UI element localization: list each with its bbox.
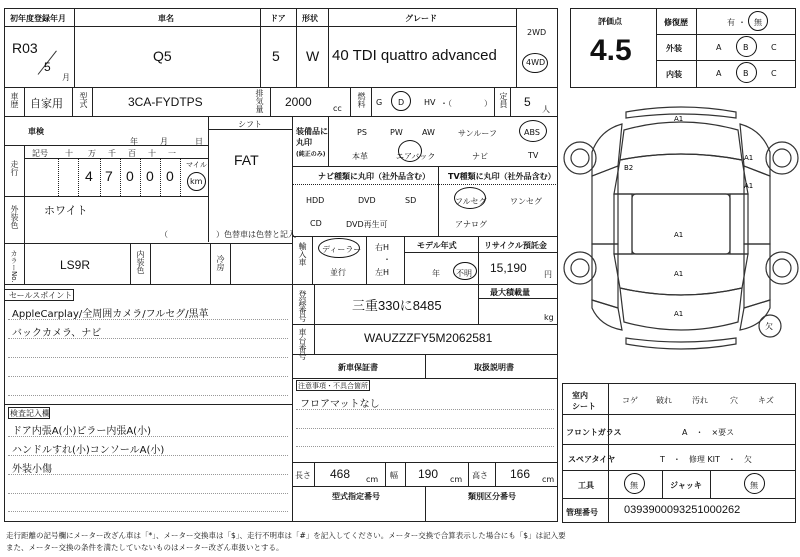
car-name: Q5 [153, 48, 172, 64]
inspector-line-2: ハンドルすれ(小)コンソールA(小) [12, 445, 165, 456]
interior-color-label: 内装色 [136, 250, 145, 274]
door-count: 5 [272, 48, 280, 64]
jack-value: 無 [750, 481, 758, 490]
fuel-d: D [398, 98, 405, 107]
month-unit: 月 [62, 73, 70, 82]
repair-dot: ・ [738, 18, 746, 27]
color-note: （ ）色替車は色替と記入 [160, 230, 296, 239]
grade-label: グレード [405, 14, 437, 23]
chassis-value: WAUZZZFY5M2062581 [364, 331, 493, 345]
km-label: km [190, 177, 203, 186]
first-reg-value: R03 [12, 40, 38, 56]
load-label: 最大積載量 [490, 288, 530, 297]
mgmt-label: 管理番号 [566, 508, 598, 517]
navi-hdd: HDD [306, 196, 325, 205]
insp-year: 年 [130, 137, 138, 146]
navi-cd: CD [310, 219, 322, 228]
navi-type-label: ナビ種類に丸印（社外品含む） [318, 172, 430, 181]
capacity-value: 5 [524, 95, 531, 109]
model-year-label: モデル年式 [417, 241, 457, 250]
color-value: ホワイト [44, 205, 88, 217]
tv-analog: アナログ [455, 220, 487, 229]
import-dealer: ディーラー [322, 245, 362, 254]
tools-value: 無 [630, 481, 638, 490]
steer-dot: ・ [383, 255, 391, 264]
mileage-digit-5: 0 [166, 168, 174, 184]
height-label: 高さ [472, 471, 488, 480]
model-year-unit: 年 [432, 269, 440, 278]
length-cm: cm [366, 475, 379, 484]
shift-value: FAT [234, 152, 259, 168]
mileage-label: 走行 [10, 160, 19, 176]
model-value: 3CA-FYDTPS [128, 95, 203, 109]
equipment-label: 装備品に 丸印 (純正のみ) [296, 127, 328, 158]
equip-sunroof: サンルーフ [458, 129, 497, 138]
diagram-mark-b2: B2 [624, 164, 634, 172]
width-cm: cm [450, 475, 463, 484]
fuel-g: G [376, 98, 383, 107]
drive-2wd: 2WD [527, 28, 547, 37]
color-label: 外装色 [10, 205, 19, 229]
seat-label: 室内 シート [572, 391, 596, 411]
footer-line-2: また、メーター交換の条件を満たしていないものはメーター改ざん車扱いとする。 [6, 543, 284, 552]
reg-value: 三重330に8485 [352, 298, 442, 313]
equip-tv: TV [528, 151, 539, 160]
equip-ps: PS [357, 128, 367, 137]
glass-options: A ・ ×要ス [682, 428, 735, 437]
digit-label-5: 十 [148, 149, 156, 158]
drive-4wd: 4WD [526, 58, 546, 67]
int-a: A [716, 69, 722, 78]
exterior-label: 外装 [666, 44, 682, 53]
digit-label-1: 十 [65, 149, 73, 158]
fridge-label: 冷房 [216, 255, 225, 271]
import-label: 輸入車 [298, 242, 307, 266]
capacity-label: 定員 [499, 92, 508, 108]
tv-fullseg: フルセグ [455, 197, 487, 206]
tools-label: 工具 [578, 481, 594, 490]
sales-point-label: セールスポイント [9, 291, 73, 300]
reg-label: 登録番号 [298, 290, 307, 322]
model-year-unknown: 不明 [456, 269, 472, 278]
mgmt-value: 0393900093251000262 [624, 504, 741, 516]
class-no-label: 類別区分番号 [468, 492, 516, 501]
jack-label: ジャッキ [670, 481, 702, 490]
shape-label: 形状 [302, 14, 318, 23]
interior-label: 内装 [666, 70, 682, 79]
notes-value: フロアマットなし [300, 399, 380, 410]
usage-label: 車歴 [10, 92, 19, 108]
navi-dvd: DVD [358, 196, 376, 205]
tv-oneseg: ワンセグ [510, 197, 542, 206]
notes-label: 注意事項・不具合箇所 [298, 382, 368, 390]
diagram-missing: 欠 [765, 322, 773, 331]
car-diagram [562, 104, 800, 376]
model-label: 型式 [79, 92, 88, 108]
type-no-label: 型式指定番号 [332, 492, 380, 501]
displacement-value: 2000 [285, 95, 312, 109]
insp-day: 日 [195, 137, 203, 146]
usage-value: 自家用 [30, 98, 63, 110]
digit-label-3: 千 [108, 149, 116, 158]
spare-label: スペアタイヤ [568, 455, 616, 464]
diagram-mark-a1-bot: A1 [674, 270, 684, 278]
insp-month: 月 [160, 137, 168, 146]
manual-label: 取扱説明書 [474, 363, 514, 372]
spare-options: T ・ 修理 KIT ・ 欠 [660, 455, 752, 464]
ext-c: C [771, 43, 777, 52]
ext-b: B [743, 43, 749, 52]
inspector-line-1: ドア内張A(小)ピラー内張A(小) [12, 426, 151, 437]
yen-unit: 円 [544, 270, 552, 279]
fuel-other: ・（ ） [440, 99, 492, 108]
equip-airbag: エアバック [396, 152, 436, 161]
shift-label: シフト [238, 120, 262, 129]
recycle-label: リサイクル預託金 [484, 241, 547, 250]
score-label: 評価点 [598, 17, 622, 26]
height-cm: cm [542, 475, 555, 484]
sales-line-1: AppleCarplay/全周囲カメラ/フルセグ/黒革 [12, 309, 209, 320]
inspector-label: 検査記入欄 [10, 409, 50, 418]
length-label: 長さ [295, 471, 311, 480]
seat-opt-scratch: キズ [758, 396, 774, 405]
equip-pw: PW [390, 128, 403, 137]
width-label: 幅 [390, 471, 398, 480]
import-parallel: 並行 [330, 268, 346, 277]
equip-navi: ナビ [472, 152, 488, 161]
seat-opt-tear: 破れ [656, 396, 672, 405]
mile-label: マイル [186, 161, 207, 169]
mileage-digit-2: 7 [105, 168, 113, 184]
diagram-mark-a1-top: A1 [674, 115, 684, 123]
door-label: ドア [270, 14, 286, 23]
seat-opt-burn: コゲ [622, 396, 638, 405]
sales-line-2: バックカメラ、ナビ [12, 328, 102, 339]
person-unit: 人 [542, 105, 550, 114]
digit-label-2: 万 [88, 149, 96, 158]
repair-label: 修復歴 [664, 18, 688, 27]
repair-yes: 有 [727, 18, 735, 27]
car-name-label: 車名 [158, 14, 174, 23]
tv-type-label: TV種類に丸印（社外品含む） [448, 172, 556, 181]
chassis-label: 車台番号 [298, 328, 307, 360]
fuel-label: 燃料 [357, 92, 366, 108]
ext-a: A [716, 43, 722, 52]
diagram-mark-a1-ur: A1 [744, 154, 754, 162]
length-value: 468 [330, 467, 351, 481]
displacement-label: 排気量 [255, 89, 264, 113]
warranty-label: 新車保証書 [338, 363, 378, 372]
grade-value: 40 TDI quattro advanced [332, 47, 497, 64]
steer-left: 左H [375, 268, 390, 277]
diagram-mark-a1-rear: A1 [674, 310, 684, 318]
digit-label-6: 一 [168, 149, 176, 158]
fuel-hv: HV [424, 98, 436, 107]
equip-abs: ABS [524, 128, 540, 137]
color-no-value: LS9R [60, 258, 91, 272]
color-no-label: カラーNo. [10, 250, 18, 283]
first-reg-month: 5 [44, 60, 51, 74]
equip-leather: 本革 [352, 152, 368, 161]
diagram-mark-a1-mid: A1 [674, 231, 684, 239]
inspection-label: 車検 [28, 127, 44, 136]
mileage-digit-3: 0 [126, 168, 134, 184]
cc-unit: cc [333, 104, 342, 113]
first-reg-label: 初年度登録年月 [10, 14, 66, 23]
digit-label-4: 百 [128, 149, 136, 158]
width-value: 190 [418, 467, 439, 481]
footer-line-1: 走行距離の記号欄にメーター改ざん車は「*」、メーター交換車は「$」、走行不明車は「#」を記入してください。メーター交換で合算表示した場合にも「$」は記入要 [6, 531, 566, 540]
height-value: 166 [510, 467, 531, 481]
repair-no: 無 [754, 18, 762, 27]
steer-right: 右H [375, 243, 390, 252]
score-value: 4.5 [590, 34, 632, 67]
seat-opt-dirt: 汚れ [692, 396, 708, 405]
int-b: B [743, 69, 749, 78]
int-c: C [771, 69, 777, 78]
kg-unit: kg [544, 313, 554, 322]
glass-label: フロントガラス [566, 428, 622, 437]
body-shape: W [306, 48, 320, 64]
equip-aw: AW [422, 128, 435, 137]
mileage-digit-4: 0 [146, 168, 154, 184]
navi-dvd-play: DVD再生可 [346, 220, 388, 229]
recycle-value: 15,190 [490, 261, 527, 275]
airbag-circle [398, 140, 422, 162]
mileage-digit-1: 4 [85, 168, 93, 184]
digit-label-0: 記号 [32, 149, 48, 158]
diagram-mark-a1-r: A1 [744, 182, 754, 190]
navi-sd: SD [405, 196, 417, 205]
seat-opt-hole: 穴 [730, 396, 738, 405]
inspector-line-3: 外装小傷 [12, 464, 52, 475]
